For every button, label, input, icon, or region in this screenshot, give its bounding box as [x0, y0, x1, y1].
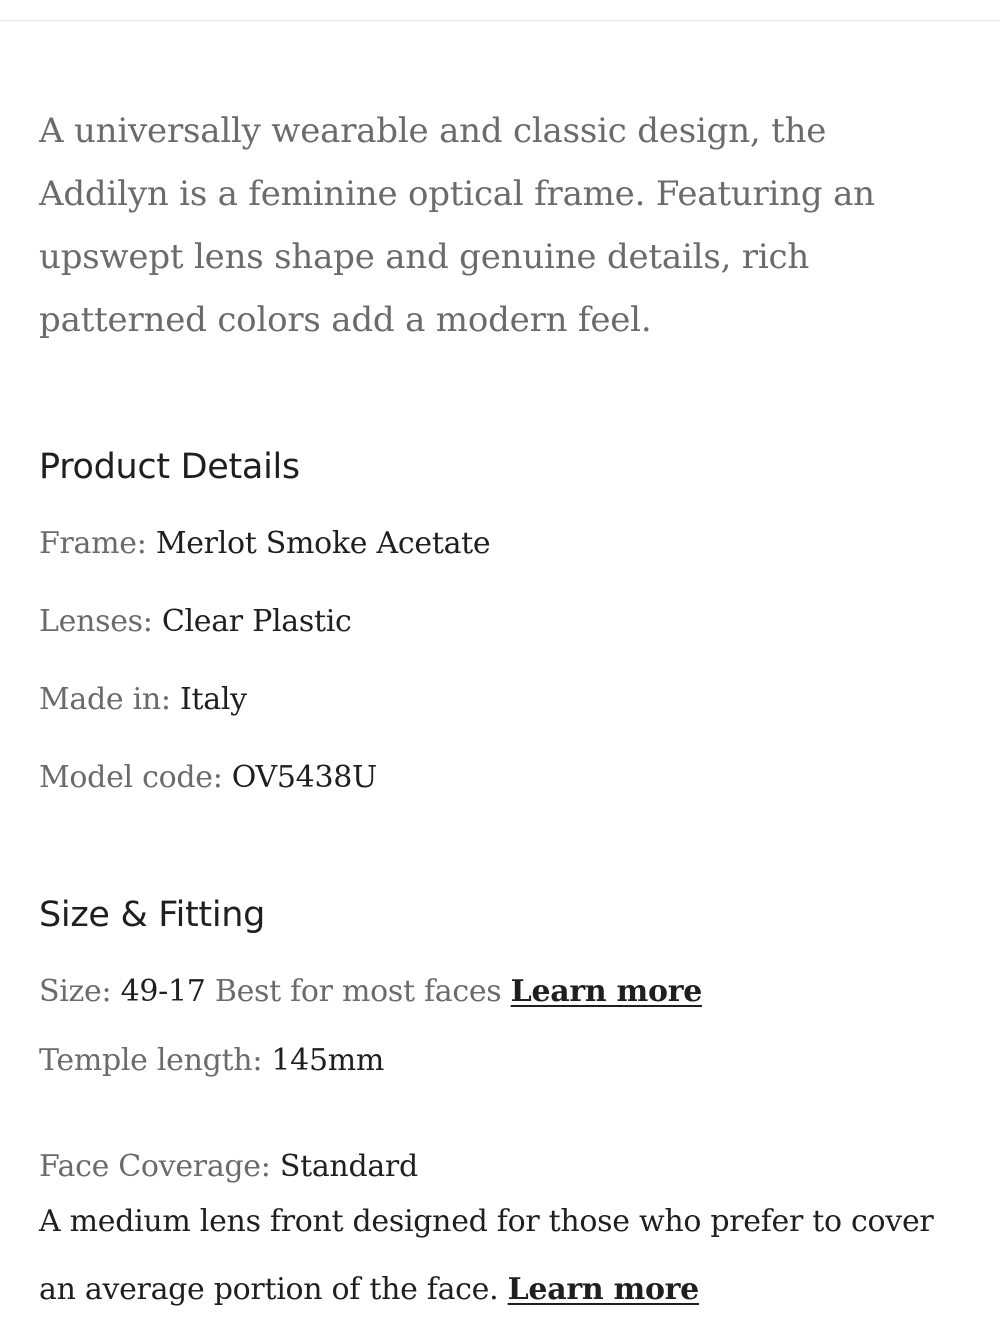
size-learn-more-link[interactable]: Learn more — [510, 974, 702, 1009]
lenses-row — [39, 601, 954, 643]
frame-value: Merlot Smoke Acetate — [155, 526, 491, 561]
lenses-label: Lenses: — [39, 604, 153, 639]
top-divider — [0, 20, 1000, 21]
size-row — [39, 971, 954, 1013]
product-description: A universally wearable and classic design, the Addilyn is a feminine optical frame. Featuring an upswept lens shape and genuine details, rich patterned colors add a modern feel. — [39, 111, 875, 340]
size-value: 49-17 — [120, 974, 206, 1009]
frame-row — [39, 523, 954, 565]
face-coverage-row — [39, 1146, 954, 1188]
frame-label: Frame: — [39, 526, 147, 561]
size-label: Size: — [39, 974, 112, 1009]
made-in-label: Made in: — [39, 682, 171, 717]
product-details-heading: Product Details — [39, 447, 300, 487]
coverage-learn-more-link[interactable]: Learn more — [507, 1272, 699, 1307]
lenses-value: Clear Plastic — [161, 604, 352, 639]
size-note: Best for most faces — [214, 974, 502, 1009]
model-code-label: Model code: — [39, 760, 223, 795]
face-coverage-description — [39, 1188, 954, 1324]
model-code-row — [39, 757, 954, 799]
temple-length-label: Temple length: — [39, 1043, 263, 1078]
face-coverage-description-text: A medium lens front designed for those who prefer to cover an average portion of the face. — [39, 1204, 934, 1307]
made-in-value: Italy — [179, 682, 247, 717]
temple-length-value: 145mm — [271, 1043, 385, 1078]
temple-length-row — [39, 1040, 954, 1082]
product-info — [39, 100, 954, 1324]
size-fitting-heading: Size & Fitting — [39, 895, 266, 935]
model-code-value: OV5438U — [231, 760, 378, 795]
made-in-row — [39, 679, 954, 721]
face-coverage-value: Standard — [279, 1149, 418, 1184]
face-coverage-label: Face Coverage: — [39, 1149, 271, 1184]
